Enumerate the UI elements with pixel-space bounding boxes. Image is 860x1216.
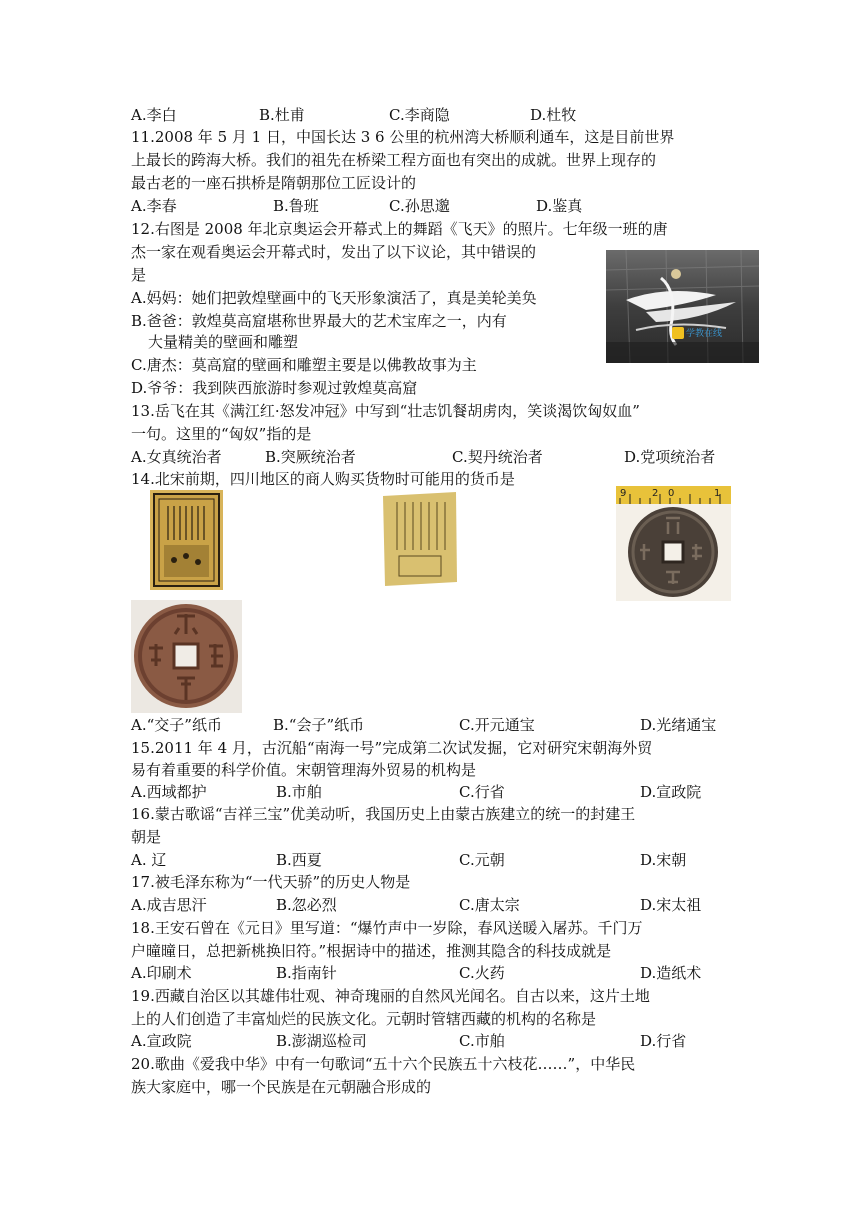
q16-option-a: A. 辽: [131, 851, 167, 869]
q20-line-2: 族大家庭中，哪一个民族是在元朝融合形成的: [131, 1078, 432, 1096]
q17-option-d: D.宋太祖: [640, 896, 702, 914]
q19-option-a: A.宣政院: [131, 1032, 192, 1050]
q12-option-c: C.唐杰：莫高窟的壁画和雕塑主要是以佛教故事为主: [131, 356, 477, 374]
q19-option-c: C.市舶: [459, 1032, 505, 1050]
q12-option-d: D.爷爷：我到陕西旅游时参观过敦煌莫高窟: [131, 379, 418, 397]
q19-option-d: D.行省: [640, 1032, 687, 1050]
ruler-mark-3: 0: [668, 488, 675, 499]
q17-option-b: B.忽必烈: [276, 896, 337, 914]
q10-option-b: B.杜甫: [259, 106, 305, 124]
q18-option-d: D.造纸术: [640, 964, 702, 982]
q12-option-a: A.妈妈：她们把敦煌壁画中的飞天形象演活了，真是美轮美奂: [131, 289, 537, 307]
q18-line-2: 户曈曈日，总把新桃换旧符。”根据诗中的描述，推测其隐含的科技成就是: [131, 942, 612, 960]
q15-option-d: D.宣政院: [640, 783, 702, 801]
guangxu-tongbao-coin-image: [131, 600, 242, 713]
q14-option-d: D.光绪通宝: [640, 716, 717, 734]
q17-option-c: C.唐太宗: [459, 896, 520, 914]
q15-option-a: A.西域都护: [131, 783, 207, 801]
q20-line-1: 20.歌曲《爱我中华》中有一句歌词“五十六个民族五十六枝花……”，中华民: [131, 1055, 636, 1073]
q13-option-c: C.契丹统治者: [452, 448, 543, 466]
q19-option-b: B.澎湖巡检司: [276, 1032, 367, 1050]
q15-option-b: B.市舶: [276, 783, 322, 801]
q13-line-2: 一句。这里的“匈奴”指的是: [131, 425, 312, 443]
huizi-banknote-image: [379, 490, 460, 588]
ruler-mark-4: 1: [714, 488, 721, 499]
q14-option-a: A.“交子”纸币: [131, 716, 222, 734]
q17-option-a: A.成吉思汗: [131, 896, 207, 914]
q11-option-c: C.孙思邈: [389, 197, 450, 215]
q15-option-c: C.行省: [459, 783, 505, 801]
feitian-dance-photo: [606, 250, 759, 363]
q11-line-2: 上最长的跨海大桥。我们的祖先在桥梁工程方面也有突出的成就。世界上现存的: [131, 151, 657, 169]
q11-option-b: B.鲁班: [273, 197, 319, 215]
q11-option-a: A.李春: [131, 197, 177, 215]
q14-line-1: 14.北宋前期，四川地区的商人购买货物时可能用的货币是: [131, 470, 515, 488]
q18-option-a: A.印刷术: [131, 964, 192, 982]
q16-option-b: B.西夏: [276, 851, 322, 869]
q19-line-2: 上的人们创造了丰富灿烂的民族文化。元朝时管辖西藏的机构的名称是: [131, 1010, 597, 1028]
q10-option-c: C.李商隐: [389, 106, 450, 124]
q14-option-b: B.“会子”纸币: [273, 716, 365, 734]
q13-option-b: B.突厥统治者: [265, 448, 356, 466]
kaiyuan-tongbao-coin-image: [616, 486, 731, 601]
q11-line-1: 11.2008 年 5 月 1 日，中国长达 3 6 公里的杭州湾大桥顺利通车，这是目前世界: [131, 128, 675, 146]
q13-line-1: 13.岳飞在其《满江红·怒发冲冠》中写到“壮志饥餐胡虏肉，笑谈渴饮匈奴血”: [131, 402, 640, 420]
q13-option-a: A.女真统治者: [131, 448, 222, 466]
q11-option-d: D.鉴真: [536, 197, 583, 215]
q15-line-1: 15.2011 年 4 月，古沉船“南海一号”完成第二次试发掘，它对研究宋朝海外贸: [131, 739, 653, 757]
q10-option-a: A.李白: [131, 106, 177, 124]
q14-option-c: C.开元通宝: [459, 716, 535, 734]
jiaozi-banknote-image: [150, 490, 223, 590]
q16-line-1: 16.蒙古歌谣“吉祥三宝”优美动听，我国历史上由蒙古族建立的统一的封建王: [131, 805, 636, 823]
q10-option-d: D.杜牧: [530, 106, 577, 124]
q18-line-1: 18.王安石曾在《元日》里写道：“爆竹声中一岁除，春风送暖入屠苏。千门万: [131, 919, 643, 937]
photo-watermark: 学教在线: [686, 329, 723, 339]
q18-option-b: B.指南针: [276, 964, 337, 982]
q18-option-c: C.火药: [459, 964, 505, 982]
q17-line-1: 17.被毛泽东称为“一代天骄”的历史人物是: [131, 873, 411, 891]
q12-line-3: 是: [131, 266, 147, 284]
q19-line-1: 19.西藏自治区以其雄伟壮观、神奇瑰丽的自然风光闻名。自古以来，这片土地: [131, 987, 650, 1005]
q15-line-2: 易有着重要的科学价值。宋朝管理海外贸易的机构是: [131, 761, 477, 779]
q13-option-d: D.党项统治者: [624, 448, 716, 466]
q12-option-b: B.爸爸：敦煌莫高窟堪称世界最大的艺术宝库之一，内有: [131, 312, 507, 330]
ruler-mark-1: 9: [620, 488, 627, 499]
q12-option-b-cont: 大量精美的壁画和雕塑: [148, 333, 299, 351]
q12-line-1: 12.右图是 2008 年北京奥运会开幕式上的舞蹈《飞天》的照片。七年级一班的唐: [131, 220, 668, 238]
q16-option-c: C.元朝: [459, 851, 505, 869]
q16-line-2: 朝是: [131, 828, 162, 846]
ruler-mark-2: 2: [652, 488, 659, 499]
q11-line-3: 最古老的一座石拱桥是隋朝那位工匠设计的: [131, 174, 417, 192]
q12-line-2: 杰一家在观看奥运会开幕式时，发出了以下议论，其中错误的: [131, 243, 537, 261]
q16-option-d: D.宋朝: [640, 851, 687, 869]
